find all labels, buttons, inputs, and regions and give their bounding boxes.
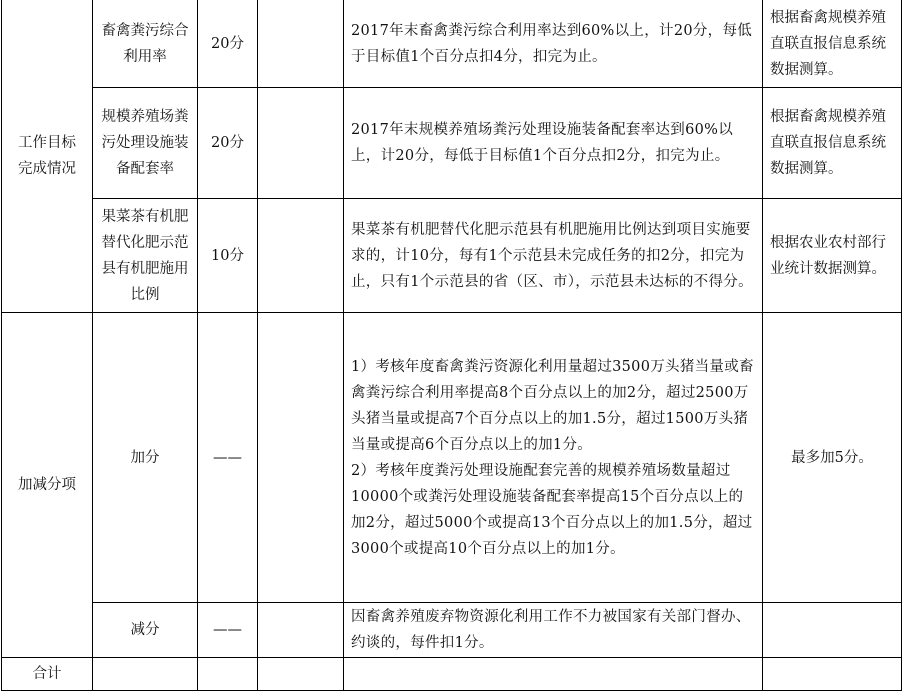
- total-label-cell: 合计: [2, 658, 93, 691]
- table-row: [2, 603, 902, 658]
- empty-cell: [763, 658, 902, 691]
- note-cell: 最多加5分。: [763, 313, 902, 603]
- item-cell: 减分: [93, 603, 198, 658]
- bonus-rule-1: 1）考核年度畜禽粪污资源化利用量超过3500万头猪当量或畜禽粪污综合利用率提高8个百分点以上的加2分，超过2500万头猪当量或提高7个百分点以上的加1.5分，超过1500万头猪当量或提高6个百分点以上的加1分。: [351, 358, 754, 453]
- criteria-cell: 2017年末畜禽粪污综合利用率达到60%以上，计20分，每低于目标值1个百分点扣4分，扣完为止。: [344, 0, 763, 88]
- assessment-table: [1, 0, 902, 691]
- item-cell: 畜禽粪污综合利用率: [93, 0, 198, 88]
- criteria-cell: [344, 313, 763, 603]
- empty-cell: [258, 88, 344, 199]
- empty-cell: [258, 658, 344, 691]
- score-cell: ——: [198, 313, 258, 603]
- score-cell: 10分: [198, 199, 258, 313]
- note-cell: 根据畜禽规模养殖直联直报信息系统数据测算。: [763, 88, 902, 199]
- empty-cell: [344, 658, 763, 691]
- score-cell: 20分: [198, 88, 258, 199]
- table-row: [2, 88, 902, 199]
- table-row: [2, 199, 902, 313]
- table-row: [2, 313, 902, 603]
- empty-cell: [258, 603, 344, 658]
- group-cell: 加减分项: [2, 313, 93, 658]
- group-cell: 工作目标完成情况: [2, 0, 93, 313]
- item-cell: 加分: [93, 313, 198, 603]
- note-cell: 根据畜禽规模养殖直联直报信息系统数据测算。: [763, 0, 902, 88]
- table-row: [2, 0, 902, 88]
- criteria-cell: 果菜茶有机肥替代化肥示范县有机肥施用比例达到项目实施要求的，计10分，每有1个示范县未完成任务的扣2分，扣完为止，只有1个示范县的省（区、市），示范县未达标的不得分。: [344, 199, 763, 313]
- empty-cell: [258, 199, 344, 313]
- score-cell: ——: [198, 603, 258, 658]
- note-cell: 根据农业农村部行业统计数据测算。: [763, 199, 902, 313]
- item-cell: 规模养殖场粪污处理设施装备配套率: [93, 88, 198, 199]
- empty-cell: [93, 658, 198, 691]
- item-cell: 果菜茶有机肥替代化肥示范县有机肥施用比例: [93, 199, 198, 313]
- criteria-cell: 2017年末规模养殖场粪污处理设施装备配套率达到60%以上，计20分，每低于目标值1个百分点扣2分，扣完为止。: [344, 88, 763, 199]
- empty-cell: [258, 0, 344, 88]
- criteria-cell: 因畜禽养殖废弃物资源化利用工作不力被国家有关部门督办、约谈的，每件扣1分。: [344, 603, 763, 658]
- table-row: [2, 658, 902, 691]
- bonus-rule-2: 2）考核年度粪污处理设施配套完善的规模养殖场数量超过10000个或粪污处理设施装备配套率提高15个百分点以上的加2分，超过5000个或提高13个百分点以上的加1.5分，超过3000个或提高10个百分点以上的加1分。: [351, 462, 753, 557]
- note-cell: [763, 603, 902, 658]
- empty-cell: [258, 313, 344, 603]
- empty-cell: [198, 658, 258, 691]
- score-cell: 20分: [198, 0, 258, 88]
